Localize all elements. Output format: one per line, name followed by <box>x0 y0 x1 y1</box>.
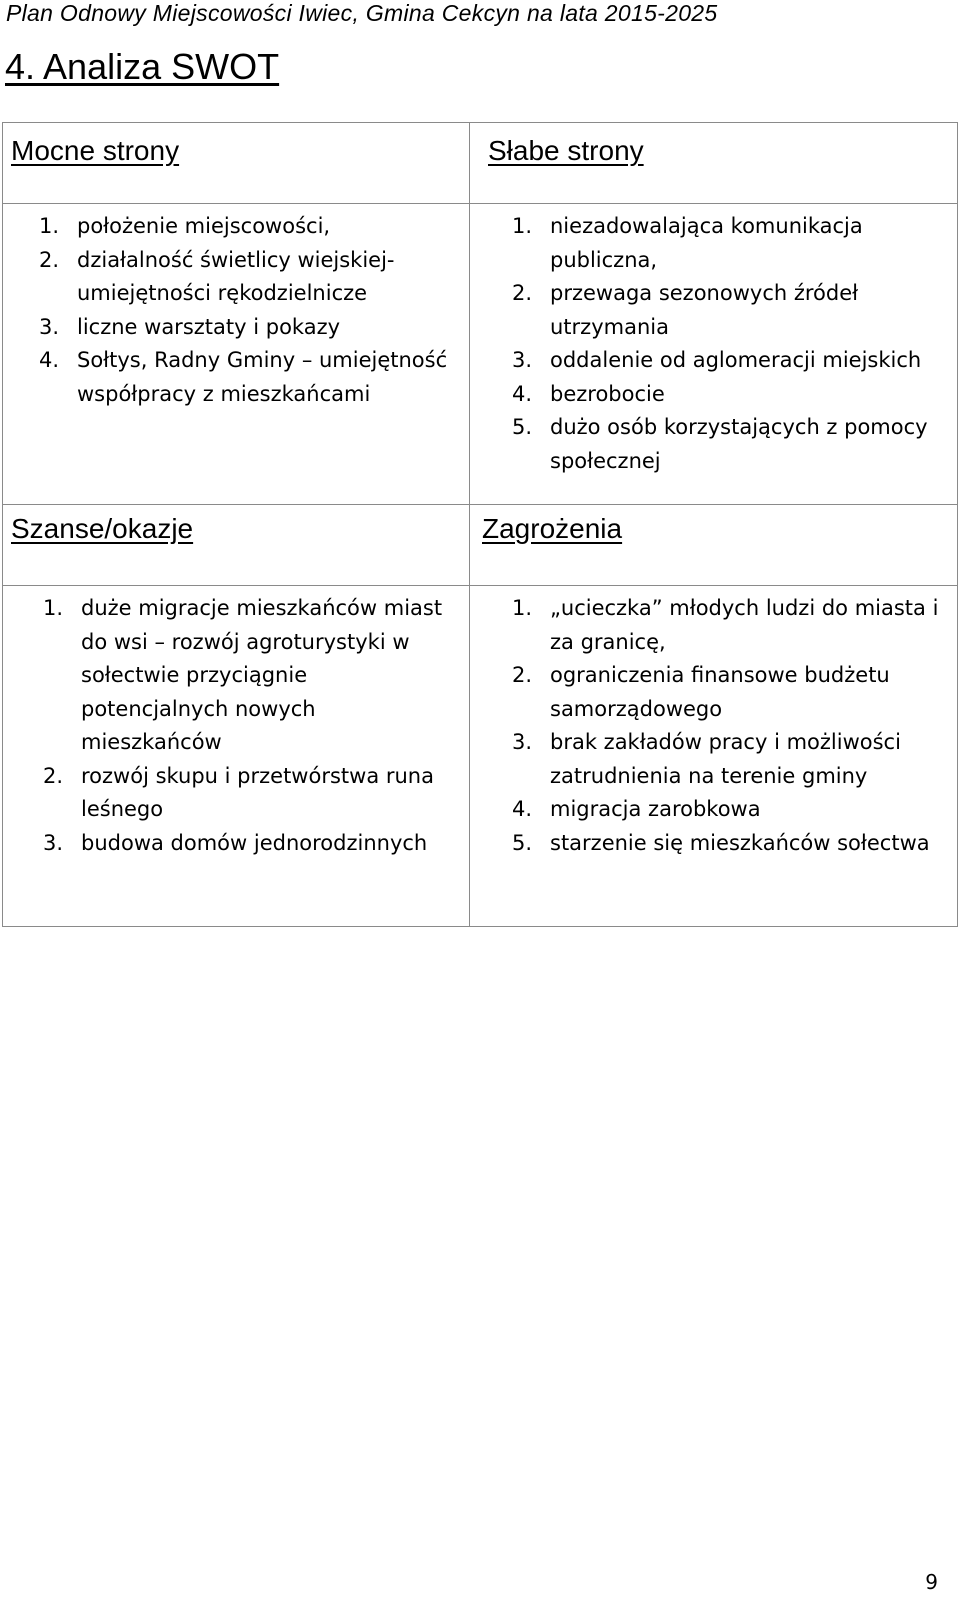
section-title: 4. Analiza SWOT <box>5 46 280 87</box>
list-item <box>512 659 957 726</box>
strengths-header-cell <box>3 123 470 204</box>
item-number: 3. <box>39 314 60 339</box>
list-item <box>512 726 957 793</box>
item-text: położenie miejscowości, <box>77 214 331 238</box>
strengths-list <box>3 204 469 411</box>
opportunities-cell <box>3 586 470 927</box>
item-number: 1. <box>43 596 64 620</box>
item-number: 1. <box>512 596 533 620</box>
item-text: budowa domów jednorodzinnych <box>81 830 428 855</box>
list-item <box>43 592 469 760</box>
weaknesses-cell <box>470 204 958 505</box>
running-header: Plan Odnowy Miejscowości Iwiec, Gmina Cekcyn na lata 2015-2025 <box>6 0 718 26</box>
item-number: 4. <box>512 381 533 406</box>
item-number: 2. <box>512 663 533 687</box>
strengths-cell <box>3 204 470 505</box>
list-item <box>512 592 957 659</box>
opportunities-heading: Szanse/okazje <box>11 513 194 544</box>
item-text: Sołtys, Radny Gminy – umiejętność współpracy z mieszkańcami <box>77 348 448 406</box>
item-number: 1. <box>512 214 533 238</box>
list-item <box>512 344 957 378</box>
item-number: 4. <box>39 348 60 372</box>
item-text: bezrobocie <box>550 381 665 406</box>
opportunities-header-cell <box>3 505 470 586</box>
item-text: dużo osób korzystających z pomocy społecznej <box>550 415 928 473</box>
item-text: duże migracje mieszkańców miast do wsi – rozwój agroturystyki w sołectwie przyciągnie potencjalnych nowych mieszkańców <box>81 596 443 754</box>
item-text: brak zakładów pracy i możliwości zatrudnienia na terenie gminy <box>550 730 901 788</box>
item-number: 5. <box>512 415 533 439</box>
list-item <box>512 827 957 861</box>
item-number: 4. <box>512 797 533 821</box>
strengths-heading: Mocne strony <box>11 135 180 166</box>
item-number: 5. <box>512 830 533 855</box>
list-item <box>512 210 957 277</box>
threats-cell <box>470 586 958 927</box>
swot-table <box>2 122 958 927</box>
item-text: oddalenie od aglomeracji miejskich <box>550 348 922 372</box>
item-text: niezadowalająca komunikacja publiczna, <box>550 214 863 272</box>
item-text: działalność świetlicy wiejskiej- umiejętności rękodzielnicze <box>77 247 395 305</box>
item-number: 2. <box>43 763 64 788</box>
list-item <box>43 760 469 827</box>
list-item <box>39 210 469 244</box>
list-item <box>39 311 469 345</box>
item-text: „ucieczka” młodych ludzi do miasta i za granicę, <box>550 596 939 654</box>
list-item <box>512 411 957 478</box>
list-item <box>512 378 957 412</box>
page-number: 9 <box>925 1570 938 1594</box>
item-number: 1. <box>39 214 60 238</box>
weaknesses-heading: Słabe strony <box>488 135 644 166</box>
item-text: rozwój skupu i przetwórstwa runa leśnego <box>81 763 434 821</box>
item-number: 2. <box>39 247 60 272</box>
list-item <box>512 277 957 344</box>
threats-heading: Zagrożenia <box>482 513 623 544</box>
weaknesses-header-cell <box>470 123 958 204</box>
item-text: migracja zarobkowa <box>550 797 761 821</box>
threats-header-cell <box>470 505 958 586</box>
list-item <box>512 793 957 827</box>
item-number: 3. <box>512 730 533 754</box>
item-text: przewaga sezonowych źródeł utrzymania <box>550 281 859 339</box>
item-number: 3. <box>512 348 533 372</box>
opportunities-list <box>3 586 469 860</box>
item-number: 3. <box>43 830 64 855</box>
item-text: ograniczenia finansowe budżetu samorządowego <box>550 663 890 721</box>
item-text: starzenie się mieszkańców sołectwa <box>550 830 930 855</box>
list-item <box>39 244 469 311</box>
list-item <box>39 344 469 411</box>
threats-list <box>470 586 957 860</box>
weaknesses-list <box>470 204 957 478</box>
item-text: liczne warsztaty i pokazy <box>77 314 341 339</box>
item-number: 2. <box>512 281 533 305</box>
list-item <box>43 827 469 861</box>
